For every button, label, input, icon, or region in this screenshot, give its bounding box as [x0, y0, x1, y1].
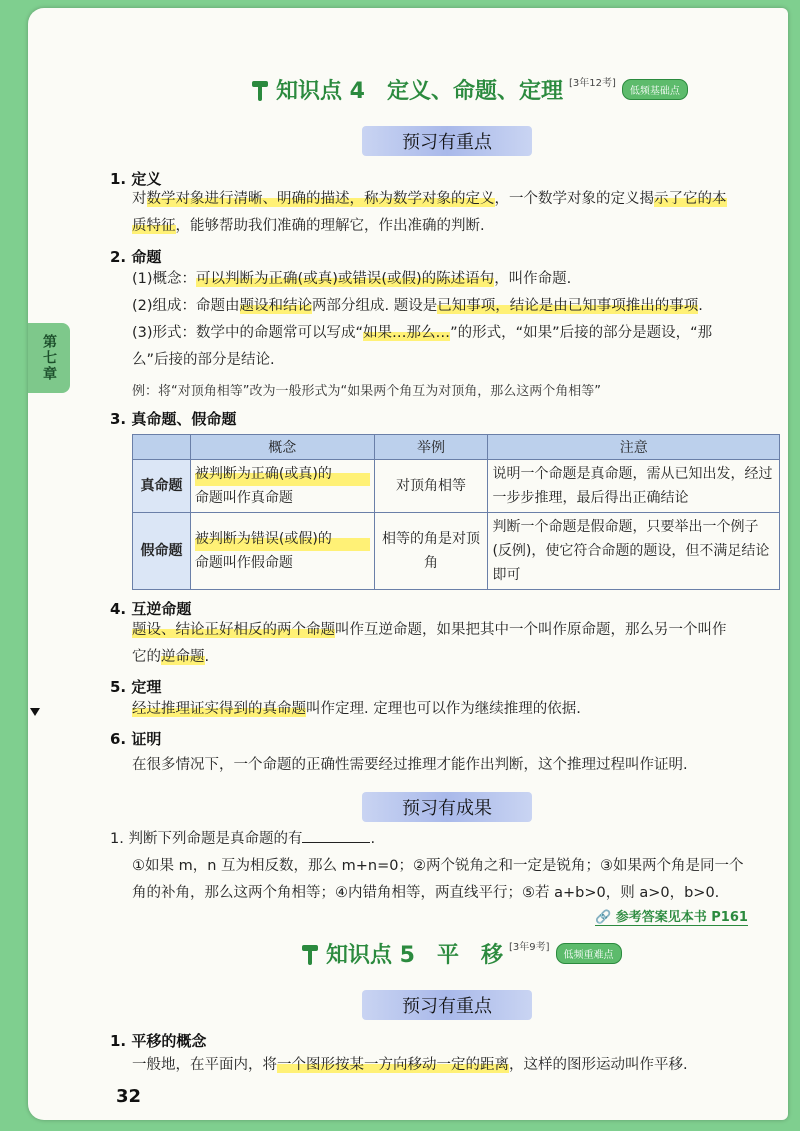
text-span: 它的	[132, 649, 161, 665]
table-cell: 判断一个命题是假命题，只要举出一个例子(反例)，使它符合命题的题设，但不满足结论即可	[488, 513, 780, 590]
kp4-title	[250, 74, 688, 105]
text-span: 叫作定理. 定理也可以作为继续推理的依据.	[306, 701, 581, 717]
kp5-title-text: 知识点 5 平 移	[326, 943, 503, 968]
text-span: 叫作互逆命题，如果把其中一个叫作原命题，那么另一个叫作	[335, 622, 727, 638]
text-span: .	[698, 298, 703, 314]
pin-icon	[300, 943, 320, 965]
table-header: 概念	[190, 435, 374, 460]
kp4-badge: 低频基础点	[622, 79, 688, 100]
highlight-span: 示了它的本	[654, 191, 727, 207]
exercise-line: 角的补角，那么这两个角相等；④内错角相等，两直线平行；⑤若 a+b>0，则 a>0，b>0.	[132, 885, 720, 901]
text-span: ，叫作命题.	[494, 271, 572, 287]
highlight-span: 已知事项，结论是由已知事项推出的事项	[437, 298, 699, 314]
table-cell: 说明一个命题是真命题，需从已知出发，经过一步步推理，最后得出正确结论	[488, 460, 780, 513]
text-span: (3)形式：数学中的命题常可以写成“	[132, 325, 364, 341]
highlight-span: 题设和结论	[239, 298, 313, 314]
table-header-row	[133, 435, 780, 460]
highlight-span: 一个图形按某一方向移动一定的距离	[277, 1057, 509, 1073]
section-converse-heading: 4. 互逆命题	[110, 600, 192, 618]
table-cell: 对顶角相等	[374, 460, 488, 513]
text-span: 一般地，在平面内，将	[132, 1057, 277, 1073]
side-marker-icon	[30, 708, 40, 716]
table-cell: 相等的角是对顶角	[374, 513, 488, 590]
table-cell: 假命题	[133, 513, 191, 590]
table-header: 注意	[488, 435, 780, 460]
answer-blank[interactable]	[302, 828, 370, 843]
section-theorem-text	[132, 696, 782, 723]
banner-focus: 预习有重点	[362, 126, 532, 156]
section-converse-text	[132, 617, 782, 671]
section-true-false-heading: 3. 真命题、假命题	[110, 410, 237, 428]
text-span: (2)组成：命题由	[132, 298, 240, 314]
link-icon: 🔗	[595, 910, 612, 925]
page-number: 32	[116, 1086, 142, 1107]
text-span: ”的形式，“如果”后接的部分是题设，“那	[450, 325, 713, 341]
section-definition-text	[132, 186, 782, 240]
kp4-freq: [3年12考]	[568, 78, 616, 89]
text-span: ，一个数学对象的定义揭	[494, 191, 654, 207]
highlight-span: 可以判断为正确(或真)或错误(或假)的陈述语句	[196, 271, 495, 287]
table-row	[133, 460, 780, 513]
section-definition-heading: 1. 定义	[110, 170, 162, 188]
table-header: 举例	[374, 435, 488, 460]
banner-focus-2: 预习有重点	[362, 990, 532, 1020]
highlight-span: 质特征	[132, 218, 176, 234]
highlight-span: 经过推理证实得到的真命题	[132, 701, 306, 717]
text-span: 1. 判断下列命题是真命题的有	[110, 831, 303, 847]
highlight-span: 题设、结论正好相反的两个命题	[132, 622, 335, 638]
highlight-span: 被判断为正确(或真)的	[195, 462, 370, 486]
kp5-title	[300, 938, 622, 969]
highlight-span: 数学对象进行清晰、明确的描述，称为数学对象的定义	[146, 191, 495, 207]
answer-reference[interactable]	[595, 906, 748, 926]
text-span: 两部分组成. 题设是	[312, 298, 438, 314]
section-translation-text	[132, 1052, 782, 1079]
banner-result: 预习有成果	[362, 792, 532, 822]
section-proposition-text	[132, 266, 782, 374]
text-span: (1)概念：	[132, 271, 197, 287]
kp5-freq: [3年9考]	[508, 942, 550, 953]
highlight-span: 逆命题	[161, 649, 205, 665]
section-proposition-heading: 2. 命题	[110, 248, 162, 266]
kp5-badge: 低频重难点	[556, 943, 622, 964]
section-proof-heading: 6. 证明	[110, 730, 162, 748]
table-cell	[190, 460, 374, 513]
section-translation-heading: 1. 平移的概念	[110, 1032, 207, 1050]
table-header	[133, 435, 191, 460]
text-span: .	[204, 649, 210, 665]
table-row	[133, 513, 780, 590]
highlight-span: 被判断为错误(或假)的	[195, 527, 370, 551]
section-theorem-heading: 5. 定理	[110, 678, 162, 696]
text-span: ，能够帮助我们准确的理解它，作出准确的判断.	[175, 218, 485, 234]
highlight-span: 如果…那么…	[363, 325, 451, 341]
proposition-example: 例：将“对顶角相等”改为一般形式为“如果两个角互为对顶角，那么这两个角相等”	[132, 384, 601, 399]
section-proof-text: 在很多情况下，一个命题的正确性需要经过推理才能作出判断，这个推理过程叫作证明.	[132, 757, 688, 773]
pin-icon	[250, 79, 270, 101]
true-false-table	[132, 434, 780, 590]
table-cell: 真命题	[133, 460, 191, 513]
text-span: 命题叫作真命题	[194, 490, 293, 506]
text-line: 么”后接的部分是结论.	[132, 352, 275, 368]
answer-reference-text: 参考答案见本书 P161	[615, 910, 748, 925]
text-span: 命题叫作假命题	[194, 555, 293, 571]
textbook-page	[28, 8, 788, 1120]
text-span: 对	[132, 191, 147, 207]
kp4-title-text: 知识点 4 定义、命题、定理	[276, 79, 563, 104]
text-span: ，这样的图形运动叫作平移.	[509, 1057, 688, 1073]
text-span: .	[370, 831, 376, 847]
table-cell	[190, 513, 374, 590]
exercise-line: ①如果 m，n 互为相反数，那么 m+n=0；②两个锐角之和一定是锐角；③如果两个角是同一个	[132, 858, 744, 874]
chapter-tab[interactable]: 第七章	[28, 323, 70, 393]
exercise-question	[110, 826, 782, 907]
